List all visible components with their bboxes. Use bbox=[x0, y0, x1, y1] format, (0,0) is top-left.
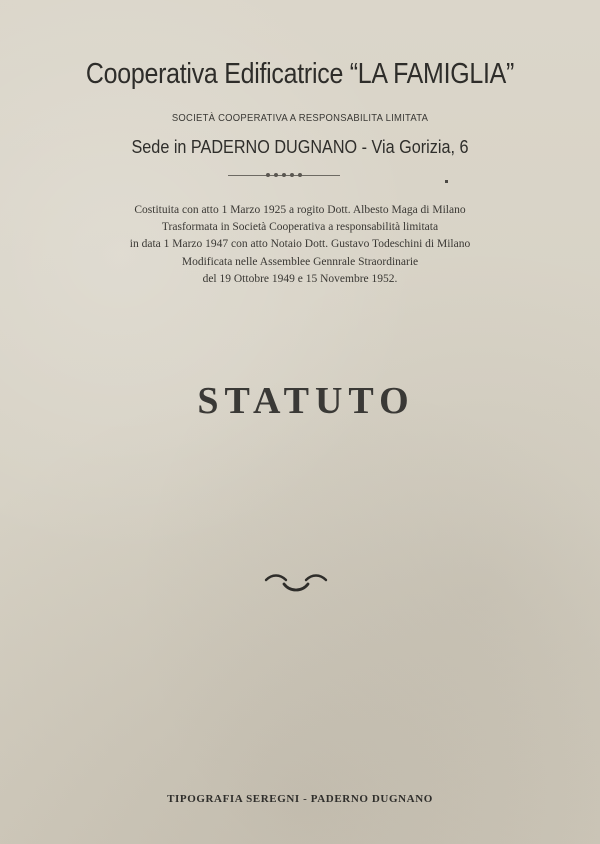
header-divider bbox=[228, 173, 340, 179]
headquarters-address: Sede in PADERNO DUGNANO - Via Gorizia, 6 bbox=[131, 137, 469, 157]
history-line-1: Costituita con atto 1 Marzo 1925 a rogito Dott. Albesto Maga di Milano bbox=[134, 204, 466, 216]
history-line-4: Modificata nelle Assemblee Gennrale Straordinarie bbox=[181, 255, 419, 268]
history-line-3: in data 1 Marzo 1947 con atto Notaio Dott. Gustavo Todeschini di Milano bbox=[129, 238, 471, 251]
company-type-subtitle: SOCIETÀ COOPERATIVA A RESPONSABILITA LIMITATA bbox=[171, 112, 429, 124]
cooperative-title: Cooperativa Edificatrice “LA FAMIGLIA” bbox=[85, 58, 515, 90]
history-line-2: Trasformata in Società Cooperativa a responsabilità limitata bbox=[161, 221, 439, 234]
wave-flourish-icon bbox=[264, 572, 328, 596]
ink-speck bbox=[445, 180, 448, 183]
printer-footer: TIPOGRAFIA SEREGNI - PADERNO DUGNANO bbox=[167, 793, 433, 805]
history-paragraph bbox=[0, 202, 600, 288]
history-line-5: del 19 Ottobre 1949 e 15 Novembre 1952. bbox=[202, 272, 398, 285]
statuto-heading: STATUTO bbox=[197, 380, 415, 422]
